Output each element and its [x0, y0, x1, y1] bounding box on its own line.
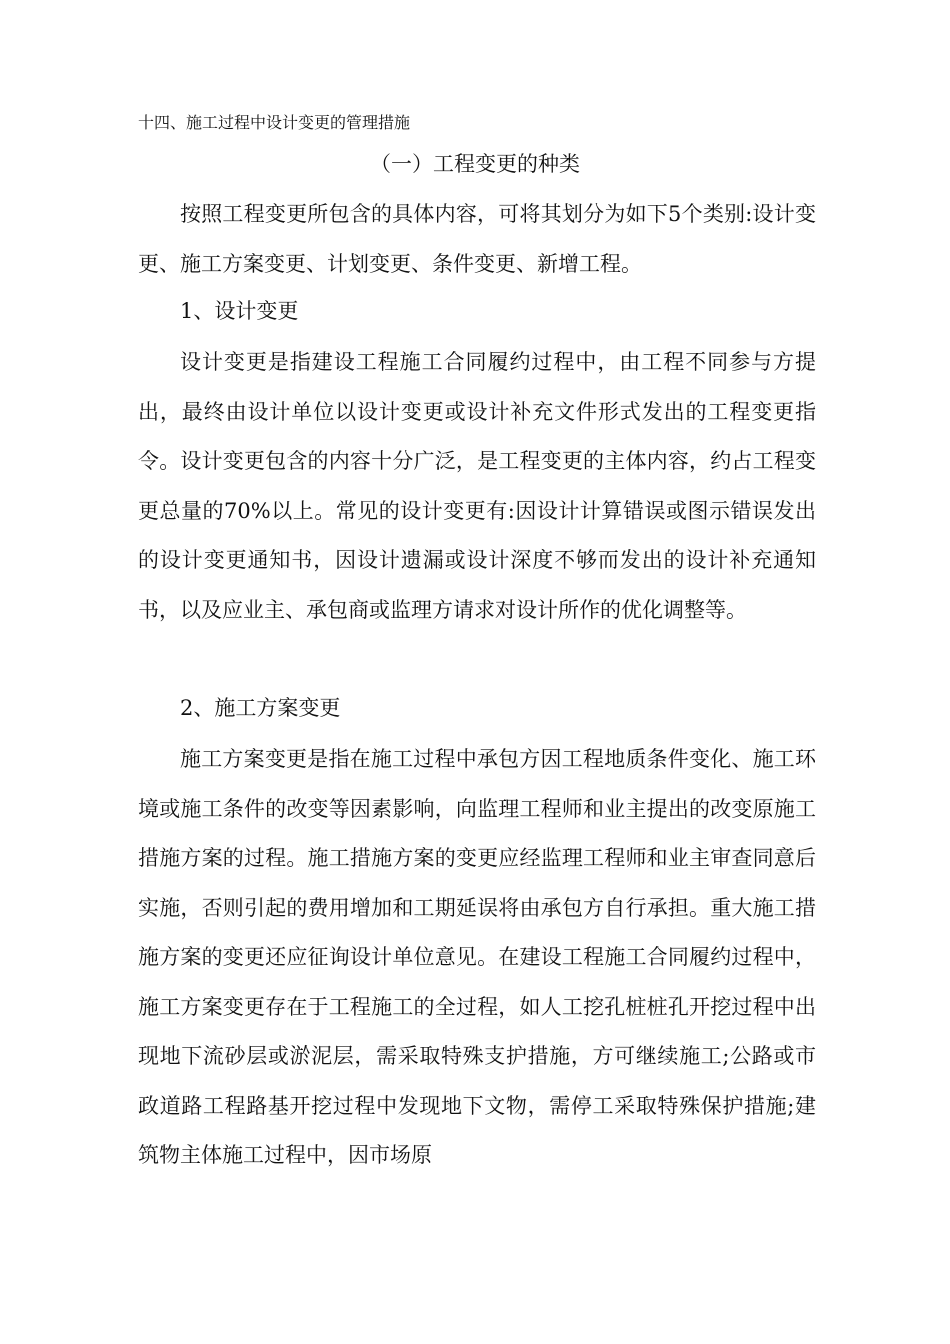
paragraph-construction-plan-change: 施工方案变更是指在施工过程中承包方因工程地质条件变化、施工环境或施工条件的改变等因素影响，向监理工程师和业主提出的改变原施工措施方案的过程。施工措施方案的变更应经监理工程师和业主审查同意后实施，否则引起的费用增加和工期延误将由承包方自行承担。重大施工措施方案的变更还应征询设计单位意见。在建设工程施工合同履约过程中，施工方案变更存在于工程施工的全过程，如人工挖孔桩桩孔开挖过程中出现地下流砂层或淤泥层，需采取特殊支护措施，方可继续施工;公路或市政道路工程路基开挖过程中发现地下文物，需停工采取特殊保护措施;建筑物主体施工过程中，因市场原	[138, 747, 816, 1167]
paragraph-design-change: 设计变更是指建设工程施工合同履约过程中，由工程不同参与方提出，最终由设计单位以设计变更或设计补充文件形式发出的工程变更指令。设计变更包含的内容十分广泛，是工程变更的主体内容，约占工程变更总量的70%以上。常见的设计变更有:因设计计算错误或图示错误发出的设计变更通知书，因设计遗漏或设计深度不够而发出的设计补充通知书，以及应业主、承包商或监理方请求对设计所作的优化调整等。	[138, 350, 816, 622]
intro-paragraph: 按照工程变更所包含的具体内容，可将其划分为如下5个类别:设计变更、施工方案变更、计划变更、条件变更、新增工程。	[138, 202, 816, 276]
item-heading-construction-plan-change: 2、施工方案变更	[180, 696, 341, 720]
section-heading: 十四、施工过程中设计变更的管理措施	[138, 113, 411, 132]
item-heading-design-change: 1、设计变更	[180, 299, 299, 323]
subsection-heading: （一）工程变更的种类	[370, 152, 580, 176]
